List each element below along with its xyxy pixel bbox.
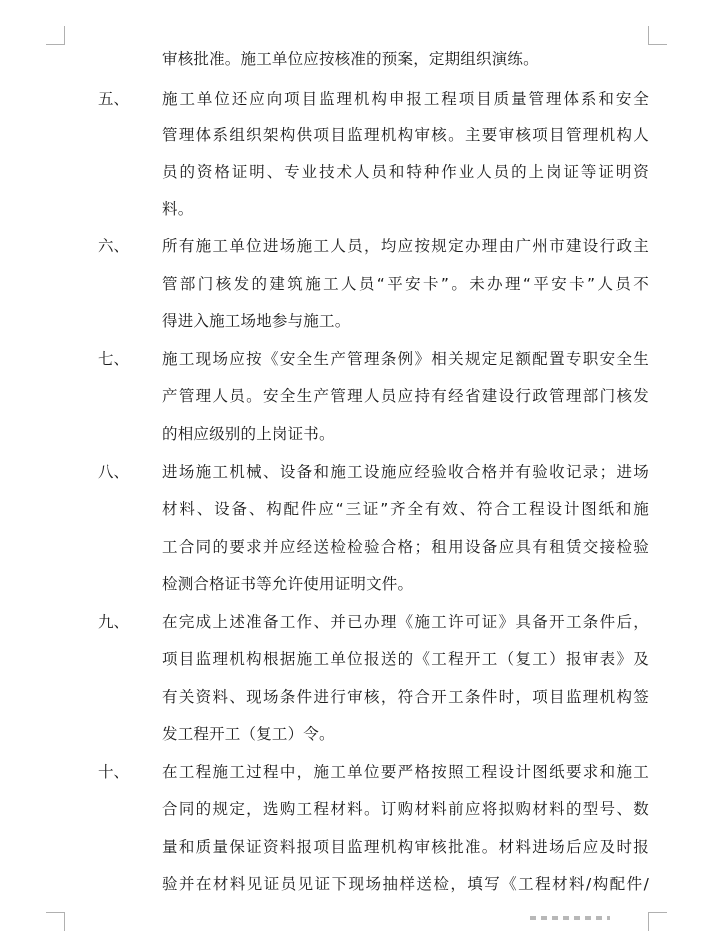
item-number: 九、 (98, 613, 130, 631)
paragraph-line: 施工现场应按《安全生产管理条例》相关规定足额配置专职安全生 (162, 350, 649, 368)
cut-off-footer-text (530, 916, 610, 920)
item-number: 五、 (98, 90, 130, 108)
paragraph-line: 进场施工机械、设备和施工设施应经验收合格并有验收记录；进场 (162, 463, 649, 481)
crop-mark-bottom-right (648, 912, 667, 931)
crop-mark-bottom-left (46, 912, 65, 931)
item-number: 十、 (98, 763, 130, 781)
paragraph-line: 所有施工单位进场施工人员，均应按规定办理由广州市建设行政主 (162, 237, 649, 255)
paragraph-line: 合同的规定，选购工程材料。订购材料前应将拟购材料的型号、数 (162, 800, 649, 818)
paragraph-line: 的相应级别的上岗证书。 (162, 425, 335, 443)
paragraph-line: 施工单位还应向项目监理机构申报工程项目质量管理体系和安全 (162, 90, 649, 108)
crop-mark-top-right (648, 26, 667, 45)
paragraph-line: 得进入施工场地参与施工。 (162, 312, 351, 330)
paragraph-line: 工合同的要求并应经送检检验合格；租用设备应具有租赁交接检验 (162, 538, 649, 556)
paragraph-line: 材料、设备、构配件应“三证”齐全有效、符合工程设计图纸和施 (162, 500, 649, 518)
paragraph-line: 项目监理机构根据施工单位报送的《工程开工（复工）报审表》及 (162, 650, 649, 668)
paragraph-line: 检测合格证书等允许使用证明文件。 (162, 575, 414, 593)
paragraph-line: 验并在材料见证员见证下现场抽样送检，填写《工程材料/构配件/ (162, 875, 649, 893)
intro-line: 审核批准。施工单位应按核准的预案，定期组织演练。 (162, 50, 539, 68)
item-number: 七、 (98, 350, 130, 368)
paragraph-line: 发工程开工（复工）令。 (162, 725, 335, 743)
paragraph-line: 在完成上述准备工作、并已办理《施工许可证》具备开工条件后， (162, 613, 649, 631)
paragraph-line: 料。 (162, 200, 194, 218)
paragraph-line: 产管理人员。安全生产管理人员应持有经省建设行政管理部门核发 (162, 387, 649, 405)
crop-mark-top-left (46, 26, 65, 45)
item-number: 六、 (98, 237, 130, 255)
paragraph-line: 在工程施工过程中，施工单位要严格按照工程设计图纸要求和施工 (162, 763, 649, 781)
item-number: 八、 (98, 463, 130, 481)
paragraph-line: 管部门核发的建筑施工人员“平安卡”。未办理“平安卡”人员不 (162, 275, 649, 293)
paragraph-line: 员的资格证明、专业技术人员和特种作业人员的上岗证等证明资 (162, 163, 649, 181)
paragraph-line: 管理体系组织架构供项目监理机构审核。主要审核项目管理机构人 (162, 126, 649, 144)
paragraph-line: 有关资料、现场条件进行审核，符合开工条件时，项目监理机构签 (162, 688, 649, 706)
paragraph-line: 量和质量保证资料报项目监理机构审核批准。材料进场后应及时报 (162, 838, 649, 856)
